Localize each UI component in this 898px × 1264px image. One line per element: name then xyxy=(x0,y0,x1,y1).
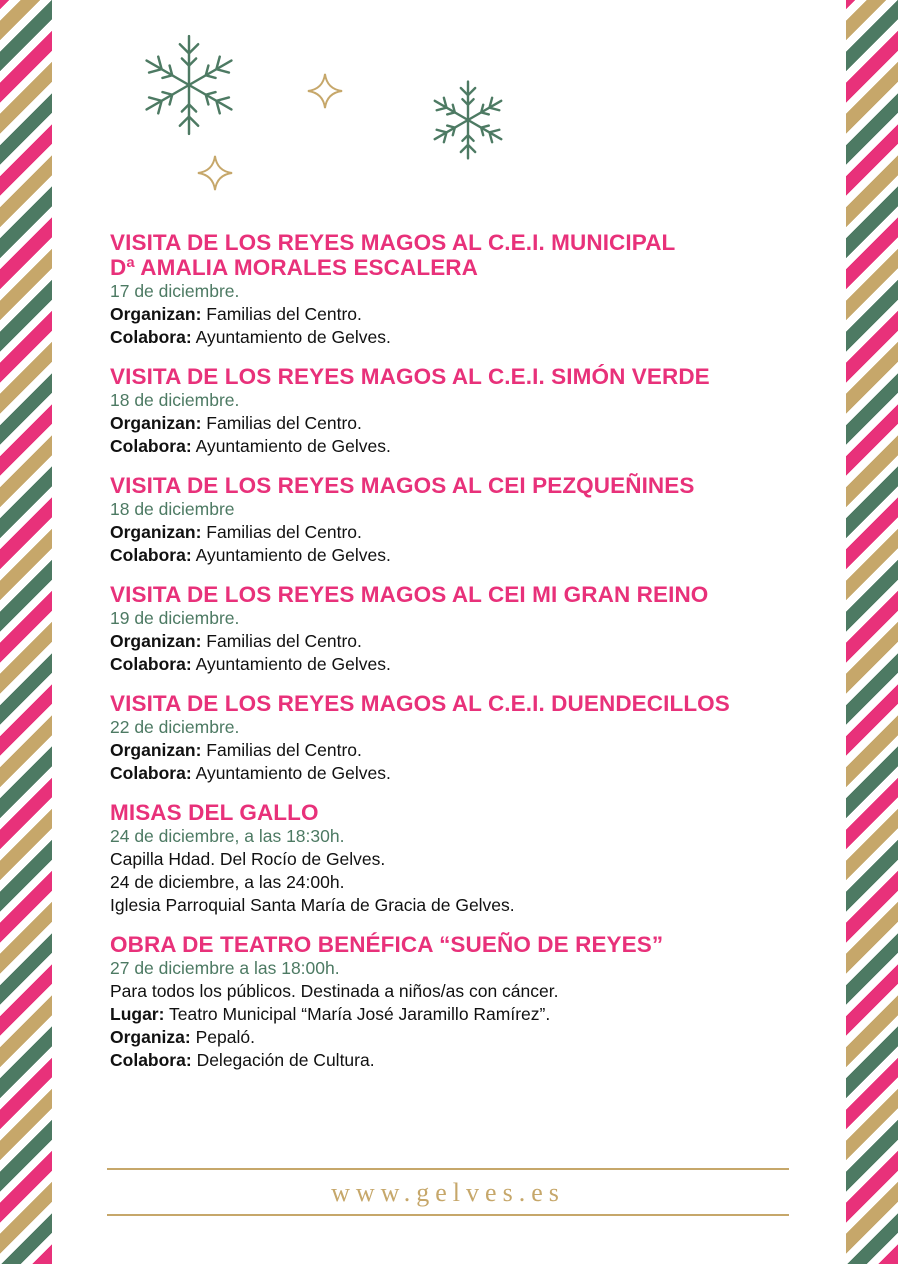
event-detail: Organizan: Familias del Centro. xyxy=(110,740,362,760)
footer-bottom-rule xyxy=(107,1214,789,1216)
right-candy-stripe-border xyxy=(846,0,898,1264)
event-title: Dª AMALIA MORALES ESCALERA xyxy=(110,255,479,280)
event-detail: Colabora: Ayuntamiento de Gelves. xyxy=(110,763,391,783)
event-date: 18 de diciembre. xyxy=(110,390,240,410)
event-item xyxy=(110,364,830,458)
event-date: 24 de diciembre, a las 18:30h. xyxy=(110,826,345,846)
footer-top-rule xyxy=(107,1168,789,1170)
events-list xyxy=(110,230,830,1087)
snowflake-icon xyxy=(428,80,508,160)
event-date: 22 de diciembre. xyxy=(110,717,240,737)
event-item xyxy=(110,932,830,1072)
footer-website-url: www.gelves.es xyxy=(331,1178,565,1207)
sparkle-star-icon xyxy=(196,154,234,192)
event-title: VISITA DE LOS REYES MAGOS AL C.E.I. SIMÓN VERDE xyxy=(110,364,710,389)
event-detail: Lugar: Teatro Municipal “María José Jaramillo Ramírez”. xyxy=(110,1004,551,1024)
event-detail: Colabora: Ayuntamiento de Gelves. xyxy=(110,654,391,674)
event-date: 27 de diciembre a las 18:00h. xyxy=(110,958,340,978)
event-detail: Organizan: Familias del Centro. xyxy=(110,413,362,433)
snowflake-icon xyxy=(138,34,240,136)
event-item xyxy=(110,473,830,567)
event-detail: Colabora: Ayuntamiento de Gelves. xyxy=(110,327,391,347)
sparkle-star-icon xyxy=(306,72,344,110)
event-detail: Organiza: Pepaló. xyxy=(110,1027,255,1047)
event-date: 19 de diciembre. xyxy=(110,608,240,628)
event-item xyxy=(110,800,830,917)
event-title: VISITA DE LOS REYES MAGOS AL C.E.I. MUNICIPAL xyxy=(110,230,676,255)
left-candy-stripe-border xyxy=(0,0,52,1264)
event-title: OBRA DE TEATRO BENÉFICA “SUEÑO DE REYES” xyxy=(110,932,664,957)
event-detail: Capilla Hdad. Del Rocío de Gelves. xyxy=(110,849,386,869)
event-item xyxy=(110,230,830,349)
event-detail: Iglesia Parroquial Santa María de Gracia de Gelves. xyxy=(110,895,515,915)
event-detail: Colabora: Ayuntamiento de Gelves. xyxy=(110,545,391,565)
event-date: 17 de diciembre. xyxy=(110,281,240,301)
event-title: VISITA DE LOS REYES MAGOS AL C.E.I. DUENDECILLOS xyxy=(110,691,730,716)
event-detail: Organizan: Familias del Centro. xyxy=(110,631,362,651)
event-item xyxy=(110,582,830,676)
event-title: MISAS DEL GALLO xyxy=(110,800,319,825)
event-detail: 24 de diciembre, a las 24:00h. xyxy=(110,872,345,892)
event-detail: Organizan: Familias del Centro. xyxy=(110,522,362,542)
event-detail: Para todos los públicos. Destinada a niños/as con cáncer. xyxy=(110,981,559,1001)
event-title: VISITA DE LOS REYES MAGOS AL CEI PEZQUEÑINES xyxy=(110,473,695,498)
event-date: 18 de diciembre xyxy=(110,499,235,519)
event-item xyxy=(110,691,830,785)
event-detail: Colabora: Delegación de Cultura. xyxy=(110,1050,375,1070)
event-detail: Organizan: Familias del Centro. xyxy=(110,304,362,324)
event-title: VISITA DE LOS REYES MAGOS AL CEI MI GRAN REINO xyxy=(110,582,709,607)
event-detail: Colabora: Ayuntamiento de Gelves. xyxy=(110,436,391,456)
